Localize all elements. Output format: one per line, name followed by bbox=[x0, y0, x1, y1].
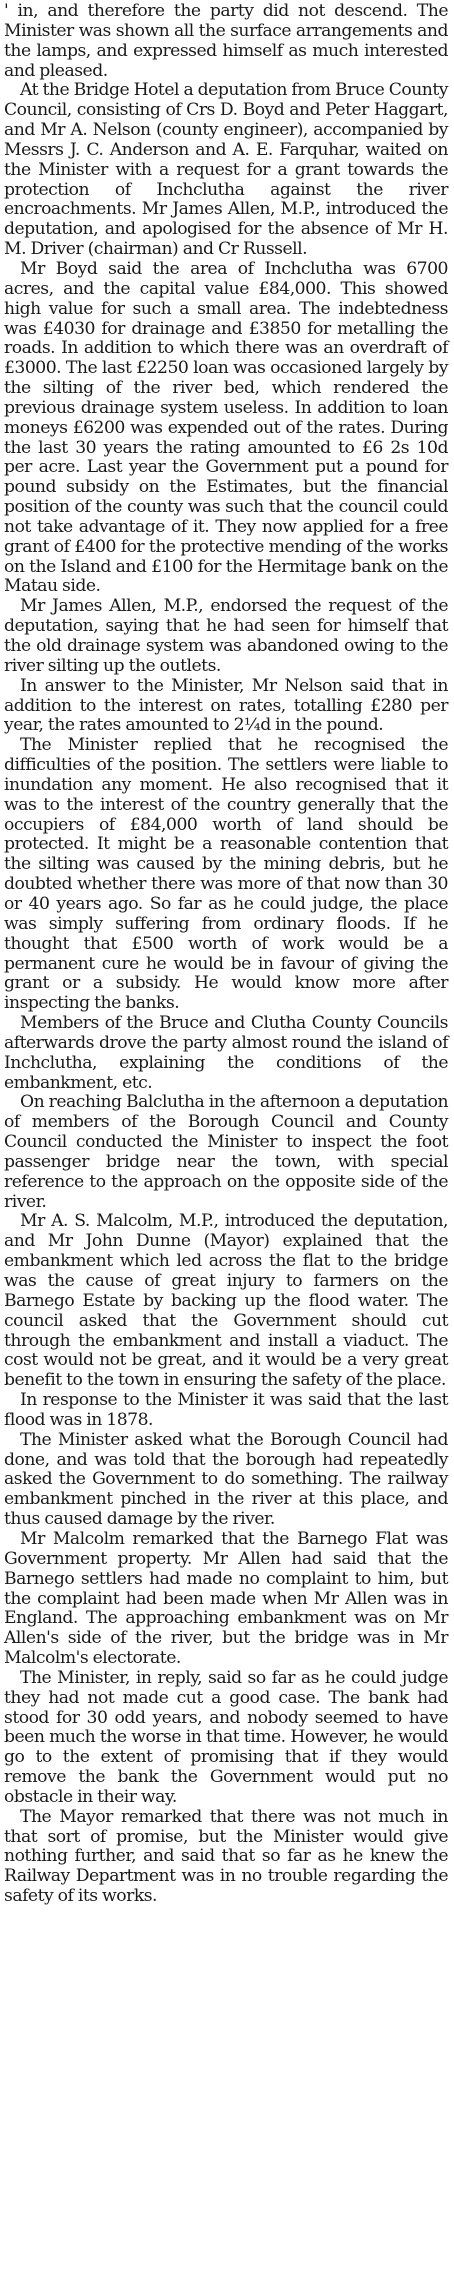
article-column bbox=[4, 2, 448, 1907]
paragraph-barnego-flat: Mr Malcolm remarked that the Barnego Flat was Government property. Mr Allen had said that the Barnego settlers had made no complaint to him, but the complaint had been made when Mr Allen was in England. The approaching embankment was on Mr Allen's side of the river, but the bridge was in Mr Malcolm's electorate. bbox=[4, 1528, 448, 1669]
paragraph-malcolm-deputation: Mr A. S. Malcolm, M.P., introduced the deputation, and Mr John Dunne (Mayor) explained that the embankment which led across the flat to the bridge was the cause of great injury to farmers on the Barnego Estate by backing up the flood water. The council asked that the Government should cut through the embankment and install a viaduct. The cost would not be great, and it would be a very great benefit to the town in ensuring the safety of the place. bbox=[4, 1211, 448, 1391]
paragraph-last-flood: In response to the Minister it was said that the last flood was in 1878. bbox=[4, 1390, 448, 1430]
paragraph-borough-council: The Minister asked what the Borough Council had done, and was told that the borough had repeatedly asked the Government to do something. The railway embankment pinched in the river at this place, and thus caused damage by the river. bbox=[4, 1429, 448, 1530]
paragraph-nelson-answer: In answer to the Minister, Mr Nelson said that in addition to the interest on rates, totalling £280 per year, the rates amounted to 2¼d in the pound. bbox=[4, 675, 448, 736]
paragraph-balclutha-bridge: On reaching Balclutha in the afternoon a deputation of members of the Borough Council and County Council conducted the Minister to inspect the foot passenger bridge near the town, with special reference to the approach on the opposite side of the river. bbox=[4, 1092, 449, 1212]
paragraph-mayor-remark: The Mayor remarked that there was not much in that sort of promise, but the Minister would give nothing further, and said that so far as he knew the Railway Department was in no trouble regarding the safety of its works. bbox=[4, 1806, 448, 1907]
paragraph-deputation: At the Bridge Hotel a deputation from Bruce County Council, consisting of Crs D. Boyd and Peter Haggart, and Mr A. Nelson (county engineer), accompanied by Messrs J. C. Anderson and A. E. Farquhar, waited on the Minister with a request for a grant towards the protection of Inchclutha against the river encroachments. Mr James Allen, M.P., introduced the deputation, and apologised for the absence of Mr H. M. Driver (chairman) and Cr Russell. bbox=[4, 80, 448, 260]
paragraph-minister-promise: The Minister, in reply, said so far as he could judge they had not made cut a good case. The bank had stood for 30 odd years, and nobody seemed to have been much the worse in that time. However, he would go to the extent of promising that if they would remove the bank the Government would put no obstacle in their way. bbox=[4, 1667, 448, 1807]
paragraph-continuation: ' in, and therefore the party did not descend. The Minister was shown all the surface arrangements and the lamps, and expressed himself as much interested and pleased. bbox=[4, 1, 448, 81]
paragraph-boyd-statement: Mr Boyd said the area of Inchclutha was 6700 acres, and the capital value £84,000. This showed high value for such a small area. The indebtedness was £4030 for drainage and £3850 for metalling the roads. In addition to which there was an overdraft of £3000. The last £2250 loan was occasioned largely by the silting of the river bed, which rendered the previous drainage system useless. In addition to loan moneys £6200 was expended out of the rates. During the last 30 years the rating amounted to £6 2s 10d per acre. Last year the Government put a pound for pound subsidy on the Estimates, but the financial position of the county was such that the council could not take advantage of it. They now applied for a free grant of £400 for the protective mending of the works on the Island and £100 for the Hermitage bank on the Matau side. bbox=[4, 258, 448, 597]
paragraph-minister-reply: The Minister replied that he recognised the difficulties of the position. The settlers were liable to inundation any moment. He also recognised that it was to the interest of the country generally that the occupiers of £84,000 worth of land should be protected. It might be a reasonable contention that the silting was caused by the mining debris, but he doubted whether there was more of that now than 30 or 40 years ago. So far as he could judge, the place was simply suffering from ordinary floods. If he thought that £500 worth of work would be a permanent cure he would be in favour of giving the grant or a subsidy. He would know more after inspecting the banks. bbox=[4, 735, 448, 1014]
paragraph-island-drive: Members of the Bruce and Clutha County Councils afterwards drove the party almost round the island of Inchclutha, explaining the conditions of the embankment, etc. bbox=[4, 1013, 448, 1093]
paragraph-allen-endorsement: Mr James Allen, M.P., endorsed the request of the deputation, saying that he had seen for himself that the old drainage system was abandoned owing to the river silting up the outlets. bbox=[4, 596, 448, 676]
